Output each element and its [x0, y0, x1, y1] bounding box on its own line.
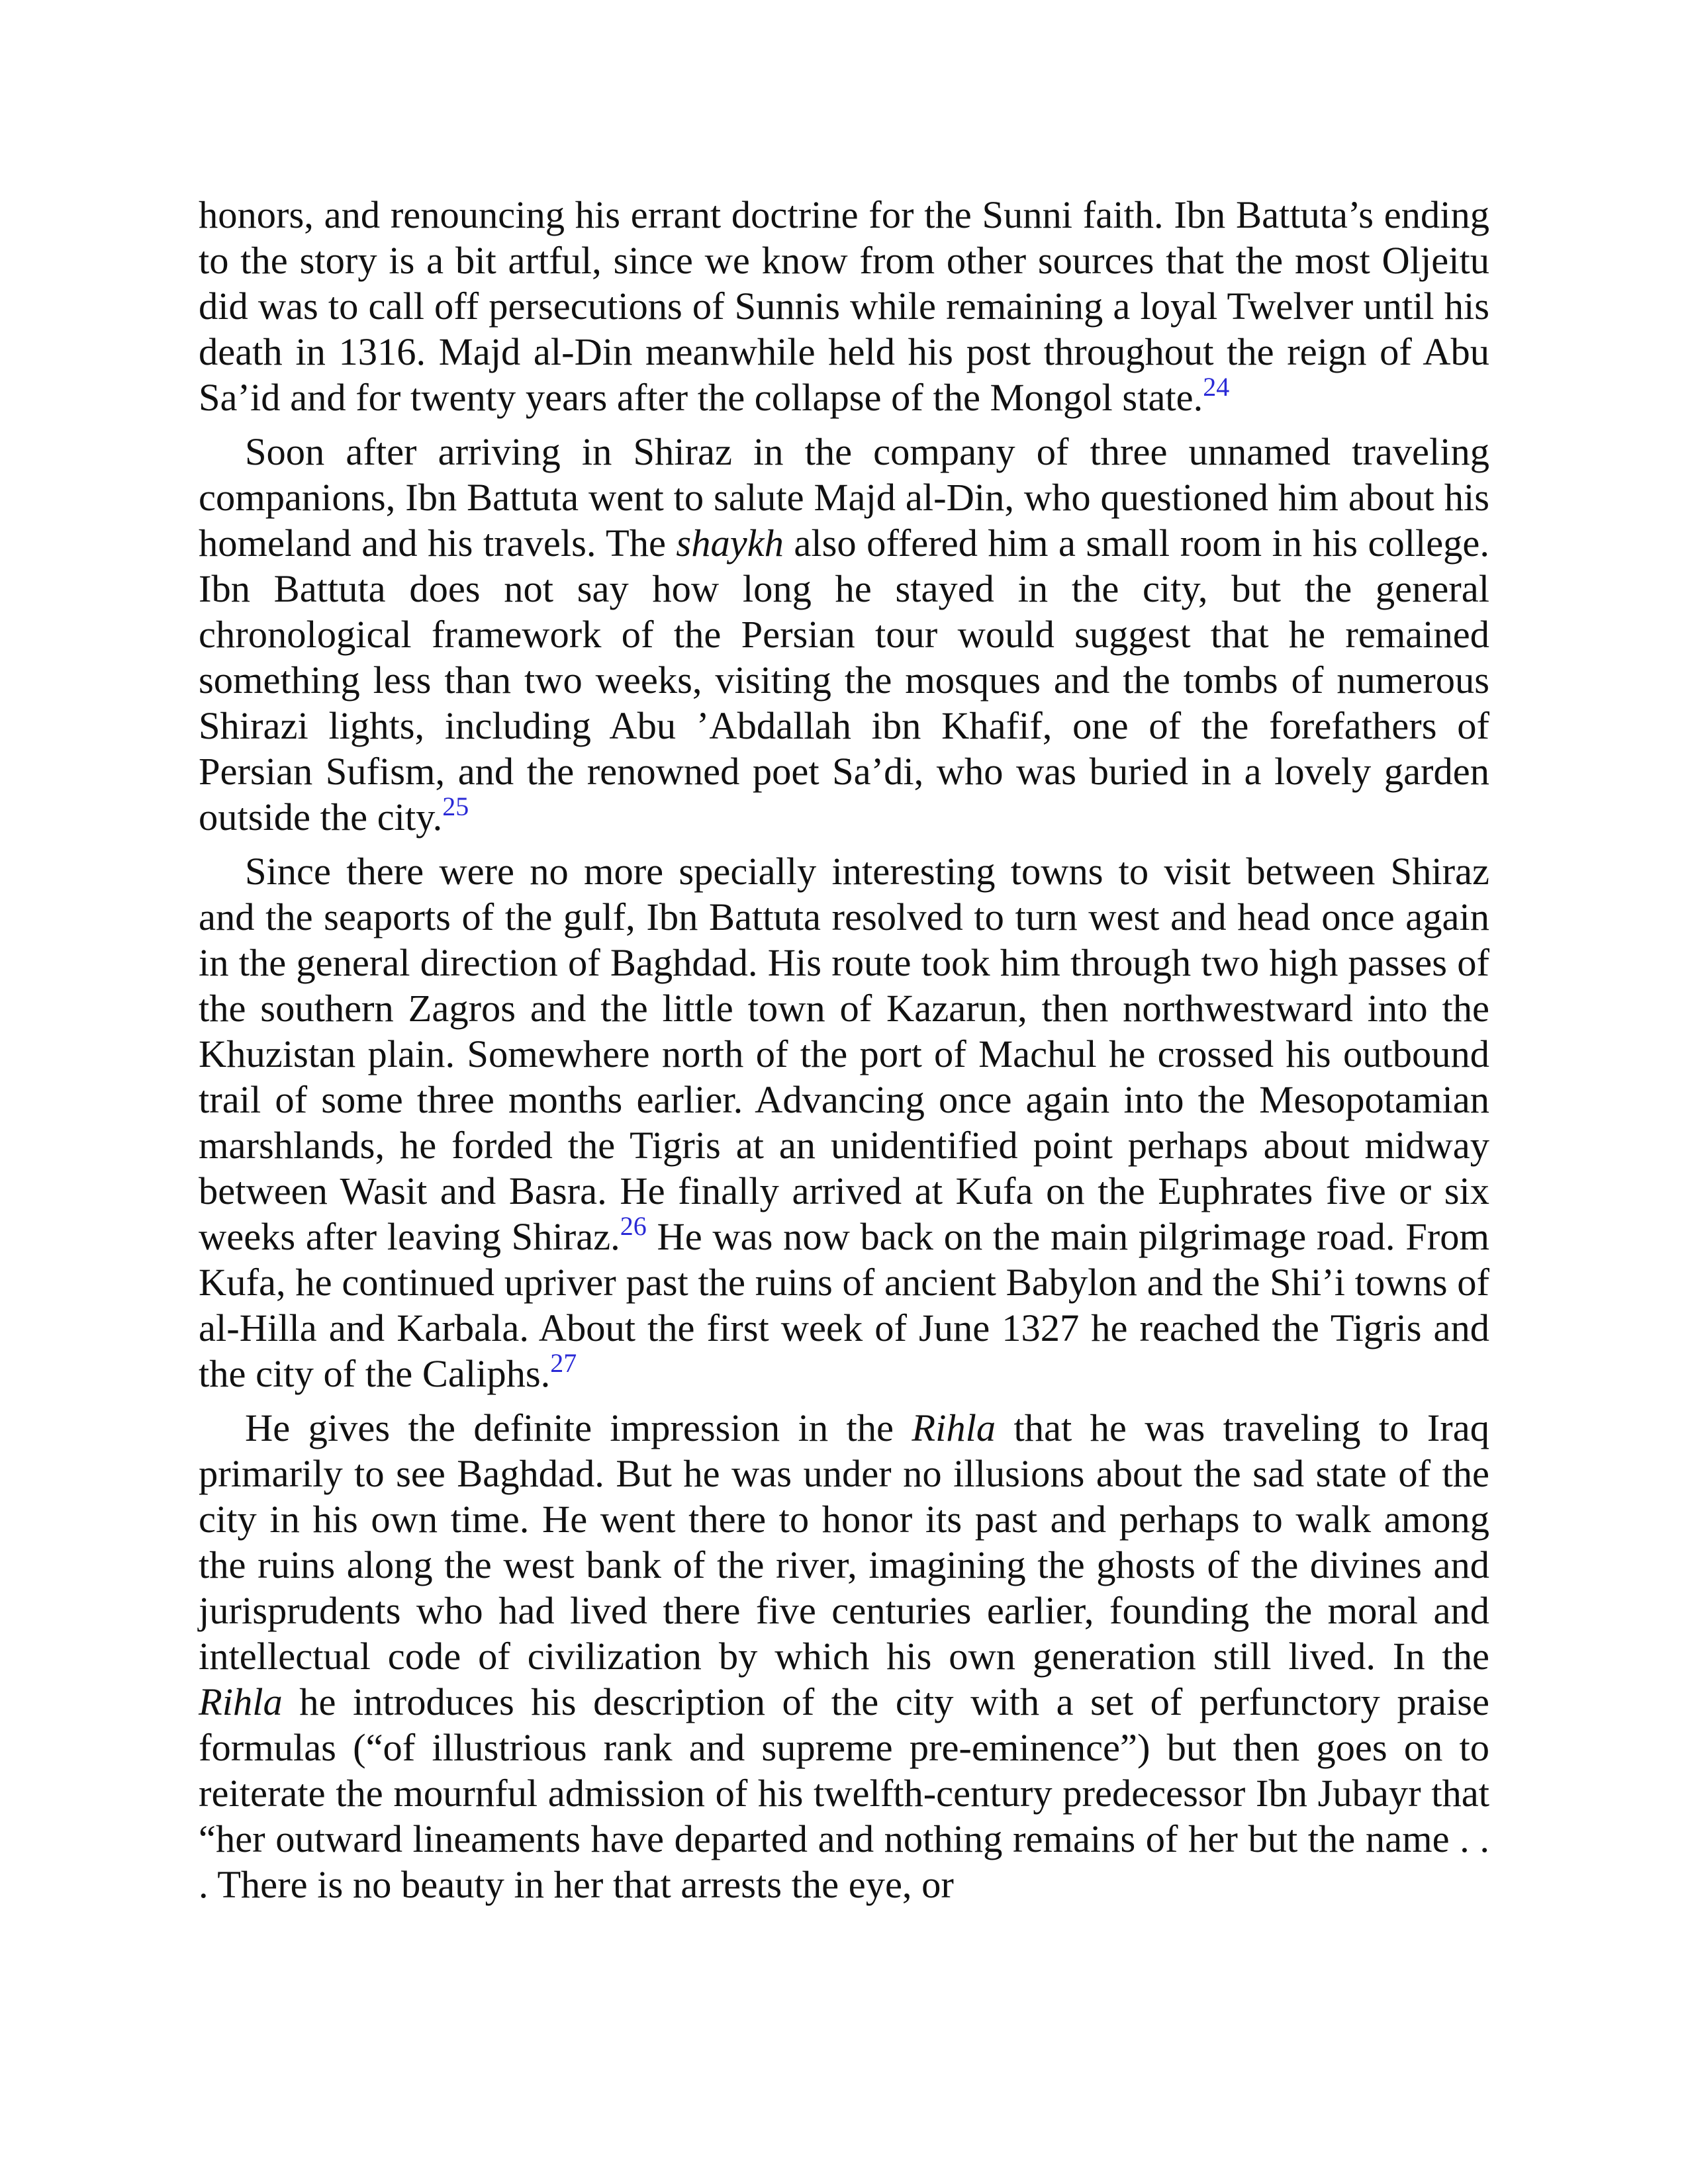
paragraph	[199, 848, 1489, 1396]
italic-term: Rihla	[199, 1680, 283, 1723]
italic-term: shaykh	[676, 522, 784, 565]
paragraph-text: that he was traveling to Iraq primarily to see Baghdad. But he was under no illusions about the sad state of the city in his own time. He went there to honor its past and perhaps to walk among the ruins along the west bank of the river, imagining the ghosts of the divines and jurisprudents who had lived there five centuries earlier, founding the moral and intellectual code of civilization by which his own generation still lived. In the	[199, 1406, 1490, 1678]
footnote-marker[interactable]: 24	[1203, 372, 1230, 402]
paragraph-text: Since there were no more specially interesting towns to visit between Shiraz and the seaports of the gulf, Ibn Battuta resolved to turn west and head once again in the general direction of Baghdad. His route took him through two high passes of the southern Zagros and the little town of Kazarun, then northwestward into the Khuzistan plain. Somewhere north of the port of Machul he crossed his outbound trail of some three months earlier. Advancing once again into the Mesopotamian marshlands, he forded the Tigris at an unidentified point perhaps about midway between Wasit and Basra. He finally arrived at Kufa on the Euphrates five or six weeks after leaving Shiraz.	[199, 850, 1489, 1258]
paragraph-text: Soon after arriving in Shiraz in the company of three unnamed traveling companions, Ibn Battuta went to salute Majd al-Din, who questioned him about his homeland and his travels. The	[199, 430, 1489, 565]
paragraph-text: He gives the definite impression in the	[245, 1406, 912, 1449]
paragraph	[199, 1405, 1489, 1907]
paragraph-text: he introduces his description of the city with a set of perfunctory praise formulas (“of illustrious rank and supreme pre-eminence”) but then goes on to reiterate the mournful admission of his twelfth-century predecessor Ibn Jubayr that “her outward lineaments have departed and nothing remains of her but the name . . . There is no beauty in her that arrests the eye, or	[199, 1680, 1489, 1906]
footnote-marker[interactable]: 25	[442, 792, 469, 821]
footnote-marker[interactable]: 27	[550, 1348, 577, 1378]
paragraph-text: also offered him a small room in his college. Ibn Battuta does not say how long he stayed in the city, but the general chronological framework of the Persian tour would suggest that he remained something less than two weeks, visiting the mosques and the tombs of numerous Shirazi lights, including Abu ’Abdallah ibn Khafif, one of the forefathers of Persian Sufism, and the renowned poet Sa’di, who was buried in a lovely garden outside the city.	[199, 522, 1490, 839]
book-page	[199, 192, 1489, 1907]
paragraph-text: He was now back on the main pilgrimage road. From Kufa, he continued upriver past the ruins of ancient Babylon and the Shi’i towns of al-Hilla and Karbala. About the first week of June 1327 he reached the Tigris and the city of the Caliphs.	[199, 1215, 1489, 1395]
paragraph	[199, 192, 1489, 420]
italic-term: Rihla	[912, 1406, 996, 1449]
paragraph-text: honors, and renouncing his errant doctrine for the Sunni faith. Ibn Battuta’s ending to the story is a bit artful, since we know from other sources that the most Oljeitu did was to call off persecutions of Sunnis while remaining a loyal Twelver until his death in 1316. Majd al-Din meanwhile held his post throughout the reign of Abu Sa’id and for twenty years after the collapse of the Mongol state.	[199, 193, 1489, 419]
paragraph	[199, 429, 1489, 840]
footnote-marker[interactable]: 26	[620, 1211, 647, 1241]
